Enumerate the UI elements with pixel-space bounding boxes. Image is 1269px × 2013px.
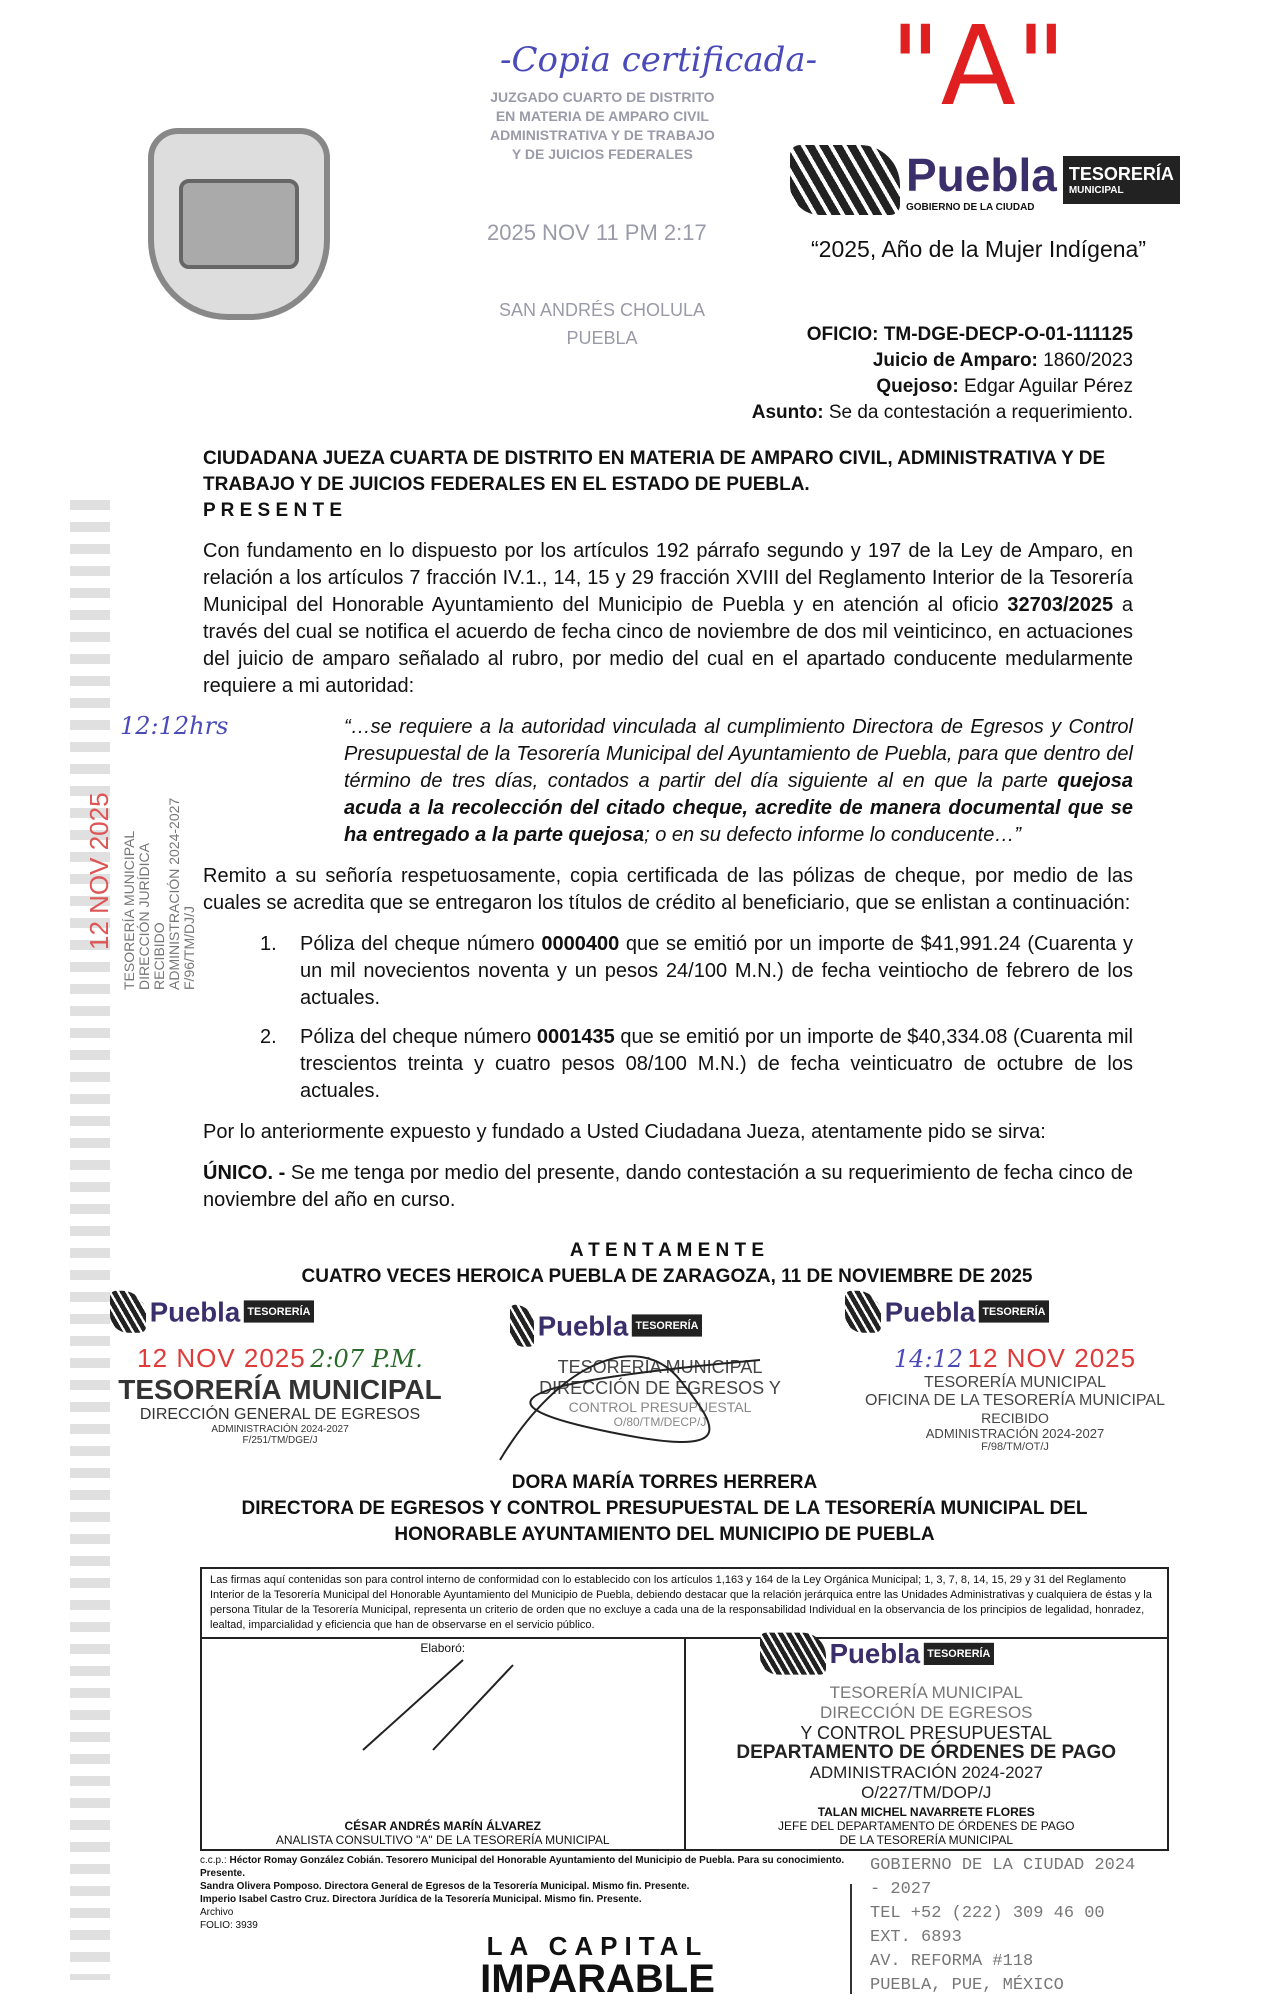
- text: a través del cual se notifica el acuerdo de fecha cinco de noviembre de dos mil veinticinco, en actuaciones del juicio de amparo señalado al rubro, por medio del cual en el apartado conducente medularmente requiere a mi autoridad:: [203, 594, 1133, 697]
- stamp-line: O/227/TM/DOP/J: [861, 1783, 992, 1802]
- stamp-right: [845, 1295, 1185, 1453]
- side-stamp-date: 12 NOV 2025: [84, 792, 114, 950]
- asunto-label: Asunto:: [751, 402, 824, 423]
- side-received-stamp: [122, 798, 197, 990]
- stamp-date: 12 NOV 2025: [137, 1343, 306, 1373]
- department-head-title: DE LA TESORERÍA MUNICIPAL: [839, 1833, 1014, 1847]
- internal-control-box: [200, 1567, 1169, 1851]
- bottom-section: [200, 1567, 1169, 2001]
- signer-title: HONORABLE AYUNTAMIENTO DEL MUNICIPIO DE PUEBLA: [394, 1524, 935, 1545]
- text: Se me tenga por medio del presente, dando contestación a su requerimiento de fecha cinco de noviembre del año en curso.: [203, 1162, 1133, 1211]
- address-line: PUEBLA, PUE, MÉXICO: [870, 1976, 1064, 1995]
- stamp-line: SAN ANDRÉS CHOLULA: [498, 300, 706, 320]
- quejoso-name: Edgar Aguilar Pérez: [964, 376, 1133, 397]
- reference-block: [752, 322, 1133, 426]
- puebla-tesoreria-logo: [790, 145, 1180, 215]
- unico-label: ÚNICO. -: [203, 1162, 286, 1184]
- paragraph-remito: Remito a su señoría respetuosamente, copia certificada de las pólizas de cheque, por medio de las cuales se acredita que se entregaron los títulos de crédito al beneficiario, que se enlistan a continuación:: [203, 865, 1133, 914]
- puebla-logo: [845, 1295, 1049, 1328]
- cheque-list: [260, 931, 1133, 1105]
- department-stamp: [690, 1683, 1164, 1803]
- logo-badge-sub: MUNICIPAL: [1068, 185, 1124, 196]
- slogan-logo: [450, 1931, 745, 2001]
- ccp-name: Héctor Romay González Cobián.: [229, 1855, 384, 1866]
- handwritten-note: -Copia certificada-: [500, 40, 818, 80]
- text-bold: quejosa acuda a la recolección del citado cheque, acredite de manera documental que se ha entregado a la parte quejosa: [344, 770, 1133, 846]
- stamp-time: 14:12: [893, 1345, 964, 1373]
- red-a-mark: "A": [890, 2, 1067, 130]
- presente: P R E S E N T E: [203, 500, 343, 521]
- folio: FOLIO: 3939: [200, 1920, 258, 1931]
- oficio-ref: 32703/2025: [1007, 594, 1114, 616]
- atentamente: A T E N T A M E N T E: [569, 1240, 765, 1261]
- stamp-line: RECIBIDO: [981, 1410, 1049, 1426]
- cheque-number: 0000400: [541, 933, 620, 955]
- juicio-label: Juicio de Amparo:: [872, 350, 1038, 371]
- text: “…se requiere a la autoridad vinculada al cumplimiento Directora de Egresos y Control Presupuestal de la Tesorería Municipal del Ayuntamiento de Puebla, para que dentro del término de tres días, contados a partir del día siguiente al en que la parte: [344, 716, 1133, 792]
- stamp-line: RECIBIDO: [151, 922, 167, 990]
- department-head-title: JEFE DEL DEPARTAMENTO DE ÓRDENES DE PAGO: [777, 1819, 1075, 1833]
- stamp-line: O/80/TM/DECP/J: [613, 1415, 707, 1429]
- analyst-title: ANALISTA CONSULTIVO "A" DE LA TESORERÍA MUNICIPAL: [275, 1833, 610, 1847]
- city-date: CUATRO VECES HEROICA PUEBLA DE ZARAGOZA, 11 DE NOVIEMBRE DE 2025: [301, 1266, 1033, 1287]
- text: Póliza del cheque número: [300, 1026, 537, 1048]
- ccp-text: Directora General de Egresos de la Tesorería Municipal. Mismo fin. Presente.: [321, 1881, 690, 1892]
- stamp-left: [110, 1295, 450, 1446]
- address-line: AV. REFORMA #118: [870, 1952, 1034, 1971]
- puebla-logo: [110, 1295, 314, 1328]
- quote: [344, 714, 1133, 849]
- ccp-label: c.c.p.:: [200, 1855, 227, 1866]
- address-line: GOBIERNO DE LA CIUDAD 2024: [870, 1856, 1136, 1875]
- address-line: TEL +52 (222) 309 46 00: [870, 1904, 1105, 1923]
- stamp-line: ADMINISTRACIÓN 2024-2027: [166, 797, 182, 990]
- addressee: [203, 446, 1133, 524]
- stamp-line: CONTROL PRESUPUESTAL: [568, 1399, 752, 1415]
- stamp-line: Y CONTROL PRESUPUESTAL: [800, 1723, 1053, 1743]
- stamp-line: JUZGADO CUARTO DE DISTRITO: [490, 89, 715, 105]
- analyst-signature: [343, 1655, 543, 1819]
- stamp-line: TESORERÍA MUNICIPAL: [118, 1374, 442, 1405]
- slogan-line1: LA CAPITAL: [486, 1931, 709, 1961]
- logo-art: [760, 1633, 826, 1675]
- item-number: 1.: [260, 933, 277, 955]
- paragraph-unico: [203, 1160, 1133, 1214]
- footer-divider: [850, 1884, 852, 1994]
- text: ; o en su defecto informe lo conducente…”: [644, 824, 1021, 846]
- reviso-cell: [684, 1639, 1168, 1849]
- oficio-label: OFICIO:: [806, 324, 879, 345]
- text: que se emitió por un importe de $40,334.08 (Cuarenta mil trescientos treinta y cuatro pesos 08/100 M.N.) de fecha veinticuatro de octubre de los actuales.: [300, 1026, 1133, 1102]
- logo-badge: TESORERÍA: [632, 1314, 702, 1336]
- stamp-line: Y DE JUICIOS FEDERALES: [511, 146, 693, 162]
- stamp-line: F/251/TM/DGE/J: [242, 1435, 318, 1446]
- signer-block: [0, 1470, 1269, 1548]
- legal-notice: Las firmas aquí contenidas son para control interno de conformidad con lo establecido con los artículos 1,163 y 164 de la Ley Orgánica Municipal; 1, 3, 7, 8, 14, 15, 29 y 31 del Reglamento Interior de la Tesorería Municipal del Honorable Ayuntamiento del Municipio de Puebla, debiendo destacar que la relación jerárquica entre las Unidades Administrativas y cualquiera de éstas y la persona Titular de la Tesorería Municipal, representa un criterio de orden que no excluye a cada una de la responsabilidad Individual en la observancia de los principios de legalidad, honradez, lealtad, imparcialidad y eficiencia que han de observarse en el servicio público.: [202, 1569, 1167, 1639]
- address-line: - 2027: [870, 1880, 932, 1899]
- logo-art: [845, 1291, 881, 1333]
- stamp-line: DIRECCIÓN DE EGRESOS: [819, 1703, 1033, 1722]
- address-line: EXT. 6893: [870, 1928, 962, 1947]
- analyst-name: CÉSAR ANDRÉS MARÍN ÁLVAREZ: [344, 1819, 541, 1833]
- text: Con fundamento en lo dispuesto por los artículos 192 párrafo segundo y 197 de la Ley de Amparo, en relación a los artículos 7 fracción IV.1., 14, 15 y 29 fracción XVIII del Reglamento Interior de la Tesorería Municipal del Honorable Ayuntamiento del Municipio de Puebla y en atención al oficio: [203, 540, 1133, 616]
- ccp-name: Imperio Isabel Castro Cruz.: [200, 1894, 330, 1905]
- cheque-number: 0001435: [536, 1026, 615, 1048]
- quejoso-label: Quejoso:: [876, 376, 959, 397]
- ccp-text: Tesorero Municipal del Honorable Ayuntamiento del Municipio de Puebla. Para su conocimiento. Presente.: [200, 1855, 845, 1879]
- signature: [480, 1320, 780, 1470]
- stamp-line: PUEBLA: [566, 328, 638, 348]
- stamp-line: DIRECCIÓN JURÍDICA: [136, 842, 152, 990]
- logo-badge: TESORERÍA: [979, 1300, 1049, 1322]
- logo-badge: TESORERÍA: [244, 1300, 314, 1322]
- side-stamp-time: 12:12hrs: [120, 712, 229, 740]
- signer-title: DIRECTORA DE EGRESOS Y CONTROL PRESUPUESTAL DE LA TESORERÍA MUNICIPAL DEL: [241, 1498, 1088, 1519]
- asunto-text: Se da contestación a requerimiento.: [828, 402, 1133, 423]
- court-stamp-city: [487, 296, 717, 352]
- closing: [0, 1238, 1269, 1290]
- stamp-line: ADMINISTRATIVA Y DE TRABAJO: [490, 127, 715, 143]
- stamp-line: DEPARTAMENTO DE ÓRDENES DE PAGO: [736, 1742, 1117, 1763]
- footer-left: [200, 1854, 850, 2001]
- list-item: [260, 931, 1133, 1012]
- stamp-line: TESORERÍA MUNICIPAL: [557, 1357, 763, 1377]
- ccp-block: [200, 1854, 850, 1932]
- item-number: 2.: [260, 1026, 277, 1048]
- stamp-line: ADMINISTRACIÓN 2024-2027: [925, 1426, 1105, 1441]
- stamp-line: ADMINISTRACIÓN 2024-2027: [211, 1424, 349, 1435]
- logo-art: [790, 145, 900, 215]
- oficio-number: TM-DGE-DECP-O-01-111125: [883, 324, 1133, 345]
- logo-text: Puebla: [537, 1309, 629, 1342]
- letter-body: [203, 446, 1133, 1214]
- logo-sub: GOBIERNO DE LA CIUDAD: [906, 201, 1035, 213]
- stamp-line: DIRECCIÓN DE EGRESOS Y: [539, 1378, 781, 1398]
- text: Póliza del cheque número: [300, 933, 542, 955]
- stamp-time: 2:07 P.M.: [310, 1345, 423, 1373]
- paragraph-pido: Por lo anteriormente expuesto y fundado a Usted Ciudadana Jueza, atentamente pido se sirva:: [203, 1121, 1046, 1143]
- logo-badge: TESORERÍA: [1068, 164, 1174, 184]
- motto: “2025, Año de la Mujer Indígena”: [811, 236, 1147, 262]
- slogan-line2: IMPARABLE: [480, 1957, 715, 2001]
- stamp-date: 12 NOV 2025: [967, 1343, 1137, 1373]
- court-crest-seal: [148, 128, 330, 320]
- paragraph-fundamento: [203, 538, 1133, 700]
- stamp-line: ADMINISTRACIÓN 2024-2027: [809, 1763, 1043, 1782]
- logo-text: Puebla: [149, 1295, 241, 1328]
- addressee-name: CIUDADANA JUEZA CUARTA DE DISTRITO EN MATERIA DE AMPARO CIVIL, ADMINISTRATIVA Y DE TRABAJO Y DE JUICIOS FEDERALES EN EL ESTADO DE PUEBLA.: [203, 448, 1106, 495]
- ccp-name: Sandra Olivera Pomposo.: [200, 1881, 322, 1892]
- elaboro-label: Elaboró:: [420, 1641, 466, 1655]
- stamp-line: TESORERÍA MUNICIPAL: [924, 1374, 1106, 1391]
- logo-text: Puebla: [906, 148, 1057, 201]
- elaboro-cell: [202, 1639, 684, 1849]
- court-receipt-stamp: [490, 88, 715, 164]
- ccp-text: Directora Jurídica de la Tesorería Municipal. Mismo fin. Presente.: [329, 1894, 642, 1905]
- stamp-line: F/96/TM/DJ/J: [181, 905, 197, 990]
- archivo: Archivo: [200, 1907, 234, 1918]
- logo-text: Puebla: [884, 1295, 976, 1328]
- logo-art: [110, 1291, 146, 1333]
- court-stamp-date: 2025 NOV 11 PM 2:17: [487, 220, 707, 245]
- footer-row: [200, 1854, 1169, 2001]
- stamp-line: DIRECCIÓN GENERAL DE EGRESOS: [139, 1406, 421, 1423]
- stamp-line: F/98/TM/OT/J: [981, 1441, 1049, 1453]
- logo-text: Puebla: [829, 1638, 920, 1670]
- stamp-line: TESORERÍA MUNICIPAL: [121, 830, 137, 990]
- list-item: [260, 1024, 1133, 1105]
- text: que se emitió por un importe de $41,991.24 (Cuarenta y un mil novecientos noventa y un pesos 24/100 M.N.) de fecha veintiocho de febrero de los actuales.: [300, 933, 1133, 1009]
- stamp-line: EN MATERIA DE AMPARO CIVIL: [495, 108, 709, 124]
- signer-name: DORA MARÍA TORRES HERRERA: [511, 1472, 818, 1493]
- department-head-name: TALAN MICHEL NAVARRETE FLORES: [817, 1805, 1035, 1819]
- puebla-logo: [760, 1638, 1002, 1670]
- footer-address: [870, 1854, 1135, 1998]
- stamp-line: OFICINA DE LA TESORERÍA MUNICIPAL: [865, 1392, 1165, 1409]
- stamp-line: TESORERÍA MUNICIPAL: [829, 1683, 1023, 1702]
- juicio-number: 1860/2023: [1043, 350, 1133, 371]
- logo-badge: TESORERÍA: [923, 1643, 993, 1665]
